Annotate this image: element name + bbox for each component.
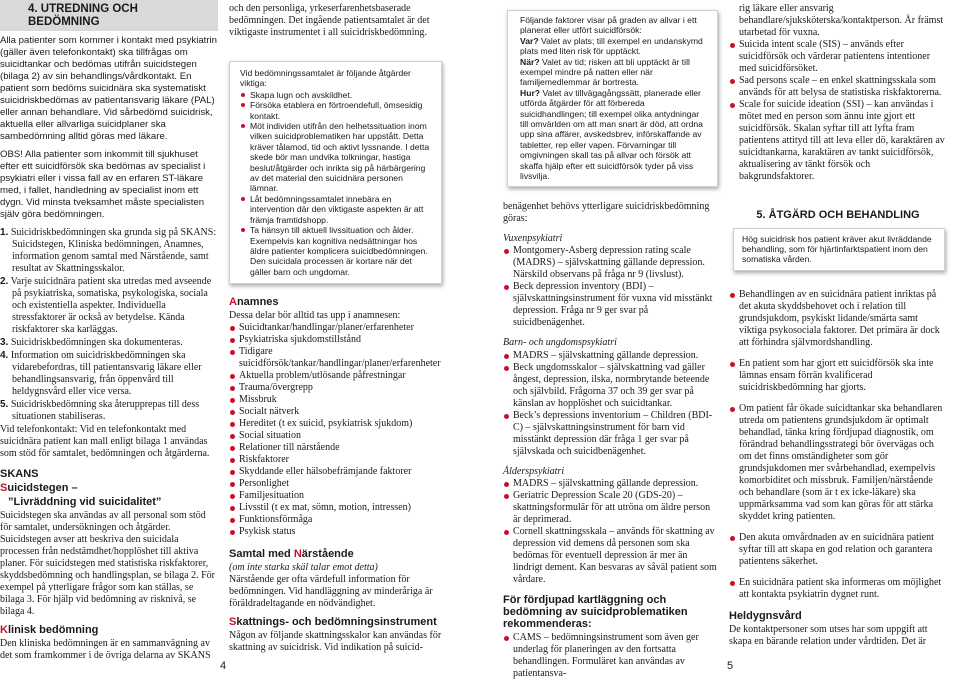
list-item: Suicidtankar/handlingar/planer/erfarenheter: [229, 322, 442, 334]
obs-paragraph: OBS! Alla patienter som inkommit till sjukhuset efter ett suicidförsök ska bedömas av specialist i psykiatri eller i vissa fall av en erfaren ST-läkare med, i fallet, handledning av specialist inom ett dygn. Vid minsta tveksamhet måste specialisten själv göra bedömningen.: [0, 149, 206, 221]
column-4: [729, 3, 947, 654]
list-item: Trauma/övergrepp: [229, 382, 442, 394]
list-item: Sad persons scale – en enkel skattningsskala som används för att belysa de statistiska riskfaktorerna.: [729, 75, 947, 99]
anamnes-heading: Anamnes: [229, 296, 279, 309]
klinisk-paragraph: Den kliniska bedömningen är en sammanvägning av det som framkommer i de övriga delarna av SKANS: [0, 638, 211, 662]
list-item: Ta hänsyn till aktuell livssituation och ålder. Exempelvis kan kognitiva nedsättningar hos äldre patienter komplicera suicidbedömningen. Den suicidala processen är kortare när det gäller barn och ungdomar.: [240, 225, 431, 277]
list-item: Beck ungdomsskalor – självskattning vad gäller ångest, depression, ilska, normbrytande beteende och självbild. Frågorna 37 och 39 ger svar på känslan av hopplöshet och suicidtankar.: [503, 362, 718, 410]
akut-info-box: Hög suicidrisk hos patient kräver akut livräddande behandling, som för hjärtinfarktspatient inom den somatiska vården.: [733, 228, 945, 271]
list-item: 2. Varje suicidnära patient ska utredas med avseende på psykiatriska, somatiska, psykologiska, sociala och existentiella aspekter. Individuella stressfaktorer är också av betydelse. Kända riskfaktorer ska karläggas.: [0, 276, 212, 336]
list-item: CAMS – bedömningsinstrument som även ger underlag för planeringen av den fortsatta behandlingen. Formuläret kan användas av patientansva-: [503, 632, 718, 680]
column-1: [0, 0, 218, 668]
anamnes-intro: Dessa delar bör alltid tas upp i anamnesen:: [229, 310, 401, 322]
list-item: Missbruk: [229, 394, 442, 406]
list-item: Tidigare suicidförsök/tankar/handlingar/planer/erfarenheter: [229, 346, 442, 370]
list-item: Scale for suicide ideation (SSI) – kan användas i mötet med en person som ännu inte gjort ett suicidförsök. Skalan syftar till att lyfta fram patientens attityd till att leva eller dö, karaktären av suicidtankarna, karaktären av tankt suicidförsök, aktualisering av tänkt försök och bakgrundsfaktorer.: [729, 99, 947, 183]
heldygnsvard-heading: Heldygnsvård: [729, 609, 802, 622]
list-item: Social situation: [229, 430, 442, 442]
assessment-steps-list: [0, 227, 218, 423]
suicidstegen-paragraph: Suicidstegen ska användas av all personal som stöd för samtalet, undersökningen och åtgärder. Suicidstegen avser att beskriva den suicidala processen från nedstämdhet/hopplöshet till aktiva planer. För suicidstegen med statistiska riskfaktorer, skyddsbedömning och handlingsplan, se bilaga 2. För exempel på ytterligare frågor som kan ställas, se bilaga 3. För hjälp vid bedömning av risknivå, se bilaga 4.: [0, 510, 215, 618]
list-item: Socialt nätverk: [229, 406, 442, 418]
box-title: Följande faktorer visar på graden av allvar i ett planerat eller utfört suicidförsök:: [520, 15, 697, 36]
list-item: Cornell skattningsskala – används för skattning av depression vid demens då personen som ska bedömas för eventuell depression är mer än lindrigt dement. Kan besvaras av såväl patient som vårdare.: [503, 526, 718, 586]
list-item: Aktuella problem/utlösande påfrestningar: [229, 370, 442, 382]
suicidstegen-heading: Suicidstegen –: [0, 482, 78, 495]
page-number-right: 5: [727, 660, 734, 672]
list-item: 3. Suicidriskbedömningen ska dokumenteras.: [0, 337, 183, 349]
skala-intro: benägenhet behövs ytterligare suicidriskbedömning göras:: [503, 200, 710, 224]
anamnes-list: [229, 322, 442, 538]
section-4-header: 4. UTREDNING OCH BEDÖMNING: [0, 0, 218, 31]
list-item: Livsstil (t ex mat, sömn, motion, intressen): [229, 502, 442, 514]
skattning-heading: Skattnings- och bedömningsinstrument: [229, 616, 437, 629]
list-item: Funktionsförmåga: [229, 514, 442, 526]
scale-list: [729, 39, 947, 183]
allvar-info-box: [507, 10, 718, 187]
list-item: MADRS – självskattning gällande depression.: [503, 350, 718, 362]
list-item: Den akuta omvårdnaden av en suicidnära patient syftar till att skapa en god relation och garantera patientens säkerhet.: [729, 532, 947, 568]
list-item: MADRS – självskattning gällande depression.: [503, 478, 718, 490]
fordjupad-list: [503, 632, 718, 680]
list-item: Beck depression inventory (BDI) – självskattningsinstrument för vuxna vid misstänkt depression. Fråga nr 9 ger svar på suicidbenägenhet.: [503, 281, 718, 329]
barn-list: [503, 350, 718, 458]
list-item: Om patient får ökade suicidtankar ska behandlaren utreda om patientens grundsjukdom är optimalt behandlad, tänka kring fördjupad diagnostik, om förändrad behandlingsstrategi bör övervägas och om det finns omständigheter som gör grundsjukdomen mer svårbehandlad, exempelvis komorbiditet och missbruk. Familjen/närstående och behandlare (som är t ex icke-läkare) ska uppmärksamma vad som kan göras för att stärka skyddet kring patienten.: [729, 403, 947, 523]
fordjupad-heading: För fördjupad kartläggning och bedömning av suicidproblematiken rekommenderas:: [503, 594, 688, 631]
atgard-list: [729, 289, 947, 601]
list-item: Beck’s depressions inventorium – Children (BDI-C) – självskattningsinstrument för barn vid misstänkt depression där fråga 1 ger svar på självskada och suicidbenägenhet.: [503, 410, 718, 458]
skans-heading: SKANS: [0, 468, 39, 481]
list-item: En patient som har gjort ett suicidförsök ska inte lämnas ensam förrän kvalificerad suicidriskbedömning har gjorts.: [729, 358, 947, 394]
box-nar: När? Valet av tid; risken att bli upptäckt är till exempel mindre på natten eller när familjemedlemmar är bortresta.: [520, 56, 690, 88]
narstaende-subheading: (om inte starka skäl talar emot detta): [229, 562, 378, 574]
alder-list: [503, 478, 718, 586]
heldygnsvard-paragraph: De kontaktpersoner som utses har som uppgift att skapa en bärande relation under vårdtiden. Det är: [729, 623, 928, 647]
klinisk-heading: Klinisk bedömning: [0, 624, 99, 637]
list-item: Låt bedömningssamtalet innebära en intervention där den viktigaste aspekten är att främja framtidshopp.: [240, 194, 431, 225]
list-item: Relationer till närstående: [229, 442, 442, 454]
barn-heading: Barn- och ungdomspsykiatri: [503, 337, 617, 349]
telefon-paragraph: Vid telefonkontakt: Vid en telefonkontakt med suicidnära patient kan mall enligt bilaga 1 användas som stöd för samtalet, bedömningen och åtgärderna.: [0, 424, 210, 460]
skattning-paragraph: Någon av följande skattningsskalor kan användas för skattning av suicidrisk. Vid indikation på suicid-: [229, 630, 442, 654]
box-title: Vid bedömningssamtalet är följande åtgärder viktiga:: [240, 68, 411, 89]
list-item: Riskfaktorer: [229, 454, 442, 466]
box-var: Var? Valet av plats; till exempel en undanskymd plats med liten risk för upptäckt.: [520, 35, 703, 57]
list-item: Personlighet: [229, 478, 442, 490]
list-item: Montgomery-Asberg depression rating scale (MADRS) – självskattning gällande depression. Närskild observans på fråga nr 9 (livslust).: [503, 245, 718, 281]
list-item: Behandlingen av en suicidnära patient inriktas på det akuta skyddsbehovet och i relation till grundsjukdom, psykiskt lidande/smärta samt viktiga psykosociala faktorer. Det primära är dock att förhindra självmordshandling.: [729, 289, 947, 349]
list-item: Suicida intent scale (SIS) – används efter suicidförsök och värderar patientens intentioner med suicidförsöket.: [729, 39, 947, 75]
list-item: Psykiatriska sjukdomstillstånd: [229, 334, 442, 346]
list-item: En suicidnära patient ska informeras om möjlighet att kontakta psykiatrin dygnet runt.: [729, 577, 947, 601]
box-hur: Hur? Valet av tillvägagångssätt, planerade eller utförda åtgärder för att förbereda suicidhandlingen; till exempel olika antydningar till omvärlden om att man snart är död, att ordna upp sina affärer, avskedsbrev, införskaffande av tabletter, rep eller vapen. Förvarningar till omgivningen skall tas på allvar och försök att skaffa hjälp efter ett suicidförsök tyder på viss livsvilja.: [520, 87, 703, 182]
list-item: Skapa lugn och avskildhet.: [240, 90, 431, 100]
list-item: 1. Suicidriskbedömningen ska grunda sig på SKANS: Suicidstegen, Kliniska bedömningen, Anamnes, information genom samtal med Närstående, samt resultat av Skattningsskalor.: [0, 227, 217, 275]
suicidstegen-subheading: ”Livräddning vid suicidalitet”: [8, 496, 162, 509]
column-3: [503, 10, 718, 680]
vuxen-list: [503, 245, 718, 329]
continued-paragraph: rig läkare eller ansvarig behandlare/sjuksköterska/kontaktperson. Är främst utarbetad för vuxna.: [739, 3, 944, 38]
list-item: Möt individen utifrån den helhetssituation inom vilken suicidproblematiken har uppstått. Detta kräver tålamod, tid och aktivt lyssnande. I detta skede bör man undvika tolkningar, hastiga beslut/åtgärder och inrikta sig på härbärgering av det material den suicidnära personen lämnar.: [240, 121, 431, 194]
list-item: 5. Suicidriskbedömning ska återupprepas till dess situationen stabiliseras.: [0, 399, 200, 423]
alder-heading: Ålderspsykiatri: [503, 465, 565, 477]
list-item: Familjesituation: [229, 490, 442, 502]
section-5-header: 5. ÅTGÄRD OCH BEHANDLING: [756, 209, 920, 221]
list-item: Skyddande eller hälsobefrämjande faktorer: [229, 466, 442, 478]
vuxen-heading: Vuxenpsykiatri: [503, 232, 563, 244]
column-2: [229, 3, 442, 660]
list-item: Försöka etablera en förtroendefull, ömsesidig kontakt.: [240, 100, 431, 121]
list-item: 4. Information om suicidriskbedömningen ska vidarebefordras, till patientansvarig läkare eller behandlingsansvarig, från öppenvård till heldygnsvård eller vice versa.: [0, 350, 202, 398]
continued-paragraph: och den personliga, yrkeserfarenhetsbaserade bedömningen. Det ingående patientsamtalet är det viktigaste instrumentet i all suicidriskbedömning.: [229, 3, 430, 38]
intro-paragraph: Alla patienter som kommer i kontakt med psykiatrin (gäller även telefonkontakt) ska tillfrågas om suicidtankar och bedömas utifrån suicidstegen (bilaga 2) av sin behandlings/vårdkontakt. En patient som bedöms suicidnära ska systematiskt suicidriskbedömas av patientansvarig läkare (PAL) eller annan behandlare. Vid sårbedömd suicidrisk, aktuella eller allvarliga suicidplaner ska sambedömning alltid göras med läkare.: [0, 35, 218, 143]
narstaende-paragraph: Närstående ger ofta värdefull information för bedömningen. Vid handläggning av minderåriga är föräldradeltagande en nödvändighet.: [229, 574, 433, 610]
page-number-left: 4: [220, 660, 227, 672]
list-item: Hereditet (t ex suicid, psykiatrisk sjukdom): [229, 418, 442, 430]
samtal-info-box: [229, 61, 442, 284]
list-item: Psykisk status: [229, 526, 442, 538]
list-item: Geriatric Depression Scale 20 (GDS-20) – skattningsformulär för att utröna om äldre person är deprimerad.: [503, 490, 718, 526]
narstaende-heading: Samtal med Närstående: [229, 548, 354, 561]
